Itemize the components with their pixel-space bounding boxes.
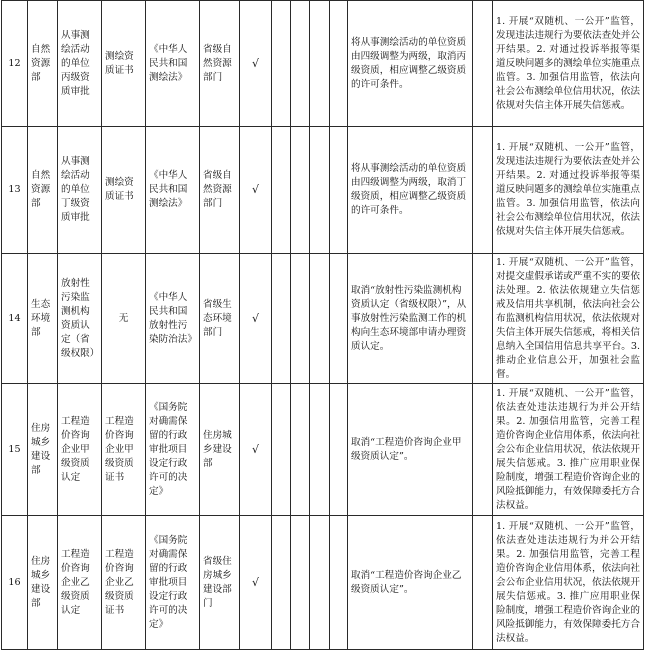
department-cell: 自然资源部 <box>28 1 58 127</box>
approval-authority-cell: 省级生态环境部门 <box>200 254 240 384</box>
check-mark: √ <box>240 127 272 254</box>
legal-basis-cell: 《国务院对确需保留的行政审批项目设定行政许可的决定》 <box>146 516 200 650</box>
empty-cell <box>272 1 291 127</box>
check-mark: √ <box>240 254 272 384</box>
certificate-cell: 工程造价咨询企业甲级资质证书 <box>102 384 146 516</box>
supervision-measures-cell: 1. 开展“双随机、一公开”监管，发现违法违规行为要依法查处并公开结果。2. 对通过投诉举报等渠道反映问题多的测绘单位实施重点监管。3. 加强信用监管，依法向社会公布测绘单位信用状况，依法依规对失信主体开展失信惩戒。 <box>493 127 644 254</box>
empty-cell <box>473 516 493 650</box>
empty-cell <box>473 127 493 254</box>
empty-cell <box>310 254 330 384</box>
empty-cell <box>330 1 348 127</box>
row-number: 15 <box>2 384 28 516</box>
table-row <box>2 254 644 384</box>
row-number: 13 <box>2 127 28 254</box>
empty-cell <box>291 516 310 650</box>
approval-authority-cell: 省级自然资源部门 <box>200 127 240 254</box>
department-cell: 生态环境部 <box>28 254 58 384</box>
item-name-cell: 工程造价咨询企业甲级资质认定 <box>58 384 102 516</box>
table-row <box>2 1 644 127</box>
row-number: 12 <box>2 1 28 127</box>
item-name-cell: 从事测绘活动的单位丙级资质审批 <box>58 1 102 127</box>
reform-content-cell: 取消“工程造价咨询企业甲级资质认定”。 <box>348 384 473 516</box>
approval-authority-cell: 省级自然资源部门 <box>200 1 240 127</box>
item-name-cell: 放射性污染监测机构资质认定（省级权限） <box>58 254 102 384</box>
empty-cell <box>473 384 493 516</box>
item-name-cell: 工程造价咨询企业乙级资质认定 <box>58 516 102 650</box>
empty-cell <box>310 1 330 127</box>
empty-cell <box>330 516 348 650</box>
reform-content-cell: 将从事测绘活动的单位资质由四级调整为两级，取消丁级资质，相应调整乙级资质的许可条件。 <box>348 127 473 254</box>
item-name-cell: 从事测绘活动的单位丁级资质审批 <box>58 127 102 254</box>
empty-cell <box>272 516 291 650</box>
supervision-measures-cell: 1. 开展“双随机、一公开”监管，对提交虚假承诺或严重不实的要依法处理。2. 依法依规建立失信惩戒及信用共享机制，依法向社会公布监测机构信用状况，依法依规对失信主体开展失信惩戒，将相关信息纳入全国信用信息共享平台。3. 推动企业信息公开，加强社会监督。 <box>493 254 644 384</box>
approval-authority-cell: 住房城乡建设部 <box>200 384 240 516</box>
reform-content-cell: 取消“工程造价咨询企业乙级资质认定”。 <box>348 516 473 650</box>
empty-cell <box>272 254 291 384</box>
check-mark: √ <box>240 1 272 127</box>
empty-cell <box>310 127 330 254</box>
check-mark: √ <box>240 384 272 516</box>
empty-cell <box>330 254 348 384</box>
empty-cell <box>291 254 310 384</box>
row-number: 14 <box>2 254 28 384</box>
table-row <box>2 127 644 254</box>
certificate-cell: 无 <box>102 254 146 384</box>
empty-cell <box>330 384 348 516</box>
certificate-cell: 测绘资质证书 <box>102 1 146 127</box>
empty-cell <box>291 1 310 127</box>
reform-content-cell: 将从事测绘活动的单位资质由四级调整为两级，取消丙级资质，相应调整乙级资质的许可条件。 <box>348 1 473 127</box>
supervision-measures-cell: 1. 开展“双随机、一公开”监管，依法查处违法违规行为并公开结果。2. 加强信用监管，完善工程造价咨询企业信用体系，依法向社会公布企业信用状况，依法依规开展失信惩戒。3. 推广应用职业保险制度，增强工程造价咨询企业的风险抵御能力，有效保障委托方合法权益。 <box>493 384 644 516</box>
check-mark: √ <box>240 516 272 650</box>
supervision-measures-cell: 1. 开展“双随机、一公开”监管，发现违法违规行为要依法查处并公开结果。2. 对通过投诉举报等渠道反映问题多的测绘单位实施重点监管。3. 加强信用监管，依法向社会公布测绘单位信用状况，依法依规对失信主体开展失信惩戒。 <box>493 1 644 127</box>
certificate-cell: 工程造价咨询企业乙级资质证书 <box>102 516 146 650</box>
department-cell: 自然资源部 <box>28 127 58 254</box>
empty-cell <box>291 384 310 516</box>
legal-basis-cell: 《中华人民共和国放射性污染防治法》 <box>146 254 200 384</box>
row-number: 16 <box>2 516 28 650</box>
reform-content-cell: 取消“放射性污染监测机构资质认定（省级权限）”，从事放射性污染监测工作的机构向生态环境部申请办理资质认定。 <box>348 254 473 384</box>
department-cell: 住房城乡建设部 <box>28 516 58 650</box>
empty-cell <box>272 384 291 516</box>
supervision-measures-cell: 1. 开展“双随机、一公开”监管，依法查处违法违规行为并公开结果。2. 加强信用监管，完善工程造价咨询企业信用体系，依法向社会公布企业信用状况，依法依规开展失信惩戒。3. 推广应用职业保险制度，增强工程造价咨询企业的风险抵御能力，有效保障委托方合法权益。 <box>493 516 644 650</box>
department-cell: 住房城乡建设部 <box>28 384 58 516</box>
legal-basis-cell: 《中华人民共和国测绘法》 <box>146 1 200 127</box>
table-row <box>2 516 644 650</box>
empty-cell <box>473 254 493 384</box>
empty-cell <box>473 1 493 127</box>
reform-items-table <box>1 0 644 650</box>
empty-cell <box>310 516 330 650</box>
certificate-cell: 测绘资质证书 <box>102 127 146 254</box>
table-row <box>2 384 644 516</box>
empty-cell <box>291 127 310 254</box>
approval-authority-cell: 省级住房城乡建设部门 <box>200 516 240 650</box>
legal-basis-cell: 《国务院对确需保留的行政审批项目设定行政许可的决定》 <box>146 384 200 516</box>
empty-cell <box>272 127 291 254</box>
legal-basis-cell: 《中华人民共和国测绘法》 <box>146 127 200 254</box>
empty-cell <box>310 384 330 516</box>
empty-cell <box>330 127 348 254</box>
